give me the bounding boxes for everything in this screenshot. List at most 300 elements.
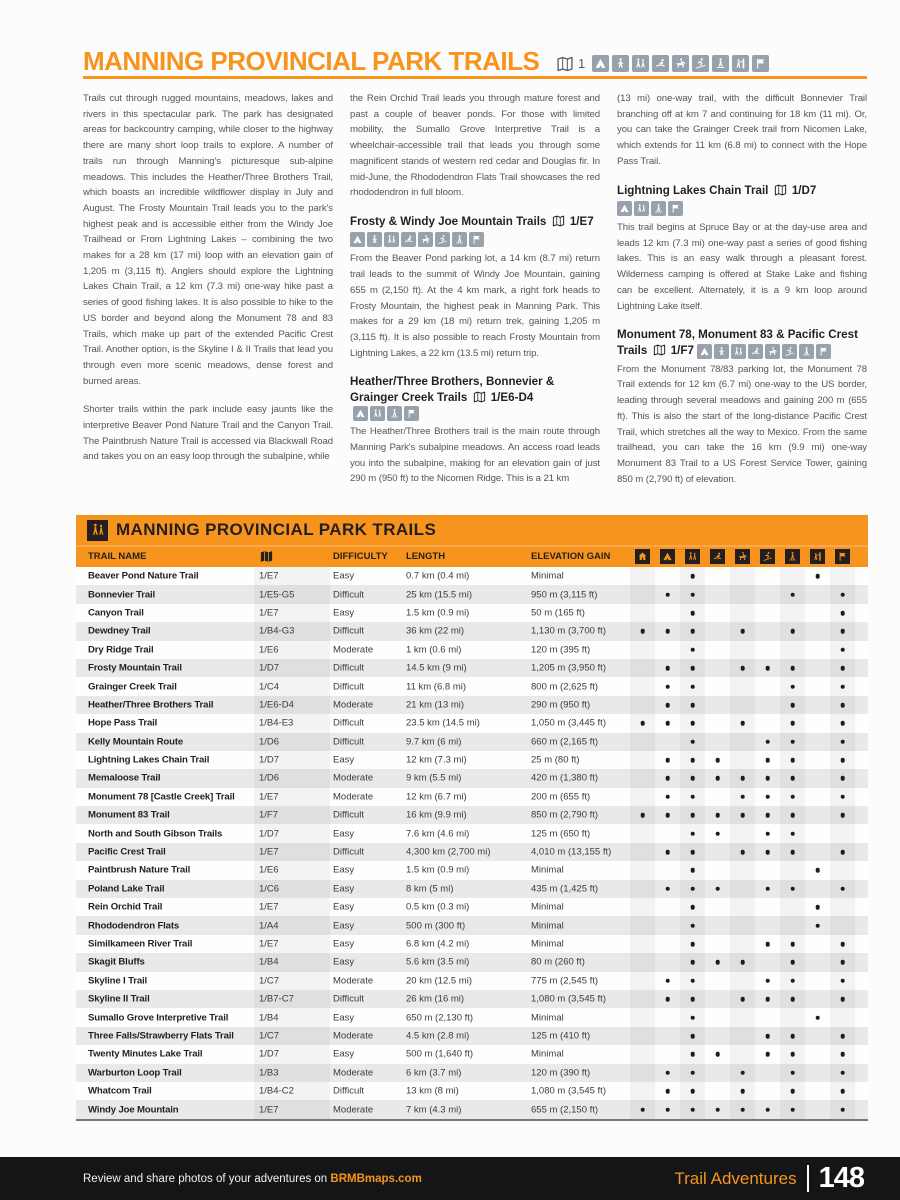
table-rows	[76, 567, 868, 1121]
hiking-icon	[632, 55, 649, 72]
page-footer	[0, 1157, 900, 1200]
activity-dot-hut	[640, 1107, 645, 1112]
horseback-riding-icon	[418, 232, 433, 247]
header-rule	[83, 76, 867, 79]
column-band	[630, 824, 655, 842]
activity-dot-viewpoint	[840, 1052, 845, 1057]
map-icon	[473, 391, 486, 403]
column-band	[730, 916, 755, 934]
activity-dot-snowshoeing	[790, 592, 795, 597]
cell-length: 14.5 km (9 mi)	[406, 662, 467, 674]
activity-dot-hiking	[690, 813, 695, 818]
activity-dot-viewpoint	[840, 592, 845, 597]
cell-map-reference: 1/B4-G3	[259, 625, 295, 637]
activity-dot-cross-country-skiing	[765, 739, 770, 744]
activity-dot-horseback-riding	[740, 629, 745, 634]
col-header-elevation-gain: ELEVATION GAIN	[531, 551, 611, 562]
walking-icon	[714, 344, 729, 359]
activity-dot-viewpoint	[840, 703, 845, 708]
cell-elevation-gain: 950 m (3,115 ft)	[531, 589, 598, 601]
cell-elevation-gain: 775 m (2,545 ft)	[531, 975, 599, 987]
cell-elevation-gain: Minimal	[531, 901, 564, 913]
cell-elevation-gain: 120 m (395 ft)	[531, 644, 591, 656]
cell-map-reference: 1/E7	[259, 938, 279, 950]
horseback-riding-icon	[765, 344, 780, 359]
activity-dot-snowshoeing	[790, 776, 795, 781]
activity-dot-viewpoint	[840, 795, 845, 800]
cell-difficulty: Easy	[333, 570, 355, 582]
activity-dot-viewpoint	[840, 978, 845, 983]
paragraph: (13 mi) one-way trail, with the difficult Bonnevier Trail branching off at km 7 and continuing for 18 km (11 mi). Or, you can take the Grainger Creek trail from Nicomen Lake, which extends for 11 km (6.8 mi) to connect with the Hope Pass Trail.	[617, 93, 867, 167]
column-band	[730, 604, 755, 622]
cell-elevation-gain: 125 m (650 ft)	[531, 828, 591, 840]
cell-length: 12 km (6.7 mi)	[406, 791, 467, 803]
cell-length: 25 km (15.5 mi)	[406, 589, 472, 601]
cell-difficulty: Moderate	[333, 975, 374, 987]
section-activity-icons	[617, 201, 867, 216]
activity-dot-viewpoint	[840, 942, 845, 947]
cell-map-reference: 1/C7	[259, 975, 280, 987]
cell-trail-name: Beaver Pond Nature Trail	[88, 570, 199, 582]
activity-dot-hiking	[690, 942, 695, 947]
activity-dot-camping	[665, 1107, 670, 1112]
column-band	[730, 1027, 755, 1045]
cell-length: 13 km (8 mi)	[406, 1085, 459, 1097]
cell-trail-name: Skagit Bluffs	[88, 956, 145, 968]
footer-divider	[807, 1165, 809, 1192]
cell-elevation-gain: 120 m (390 ft)	[531, 1067, 591, 1079]
sledding-column-icon	[710, 549, 725, 564]
activity-dot-viewpoint	[840, 1034, 845, 1039]
cell-trail-name: Grainger Creek Trail	[88, 681, 177, 693]
activity-dot-hut	[640, 721, 645, 726]
activity-dot-snowshoeing	[790, 887, 795, 892]
activity-dot-snowshoeing	[790, 739, 795, 744]
cell-length: 5.6 km (3.5 mi)	[406, 956, 470, 968]
activity-dot-horseback-riding	[740, 721, 745, 726]
activity-dot-sledding	[715, 887, 720, 892]
cell-map-reference: 1/E6	[259, 864, 279, 876]
cell-elevation-gain: 800 m (2,625 ft)	[531, 681, 599, 693]
trail-table	[76, 515, 868, 1121]
cell-difficulty: Difficult	[333, 662, 364, 674]
cell-difficulty: Difficult	[333, 846, 364, 858]
column-band	[780, 898, 805, 916]
activity-dot-camping	[665, 813, 670, 818]
table-row	[76, 751, 868, 769]
activity-dot-cross-country-skiing	[765, 942, 770, 947]
cell-difficulty: Easy	[333, 828, 355, 840]
cell-length: 7 km (4.3 mi)	[406, 1104, 462, 1116]
activity-dot-hiking	[690, 905, 695, 910]
cell-length: 1.5 km (0.9 mi)	[406, 864, 470, 876]
activity-dot-sledding	[715, 758, 720, 763]
activity-dot-cross-country-skiing	[765, 795, 770, 800]
activity-dot-snowshoeing	[790, 703, 795, 708]
camping-icon	[353, 406, 368, 421]
activity-dot-viewpoint	[840, 739, 845, 744]
cell-trail-name: Skyline II Trail	[88, 993, 150, 1005]
activity-dot-hiking	[690, 850, 695, 855]
column-band	[630, 972, 655, 990]
column-band	[730, 898, 755, 916]
column-band	[630, 880, 655, 898]
cell-difficulty: Moderate	[333, 1067, 374, 1079]
column-band	[630, 1027, 655, 1045]
table-row	[76, 1064, 868, 1082]
cell-length: 11 km (6.8 mi)	[406, 681, 467, 693]
activity-dot-camping	[665, 666, 670, 671]
activity-dot-climbing	[815, 1015, 820, 1020]
cell-difficulty: Easy	[333, 864, 355, 876]
cell-trail-name: Kelly Mountain Route	[88, 736, 184, 748]
activity-dot-hut	[640, 813, 645, 818]
cell-trail-name: Monument 78 [Castle Creek] Trail	[88, 791, 235, 803]
activity-dot-hiking	[690, 831, 695, 836]
table-banner	[76, 515, 868, 545]
cell-difficulty: Easy	[333, 938, 355, 950]
activity-dot-snowshoeing	[790, 960, 795, 965]
column-band	[730, 733, 755, 751]
column-band	[730, 751, 755, 769]
activity-dot-viewpoint	[840, 647, 845, 652]
activity-dot-hiking	[690, 868, 695, 873]
cell-trail-name: Rhododendron Flats	[88, 920, 180, 932]
activity-dot-hiking	[690, 776, 695, 781]
article-column-3	[617, 91, 867, 509]
table-row	[76, 972, 868, 990]
activity-dot-hiking	[690, 997, 695, 1002]
viewpoint-icon	[469, 232, 484, 247]
cell-trail-name: North and South Gibson Trails	[88, 828, 223, 840]
snowshoeing-icon	[799, 344, 814, 359]
table-row	[76, 788, 868, 806]
cell-elevation-gain: 1,205 m (3,950 ft)	[531, 662, 606, 674]
activity-dot-hiking	[690, 629, 695, 634]
column-band	[730, 585, 755, 603]
column-band	[730, 1008, 755, 1026]
column-band	[780, 1008, 805, 1026]
activity-dot-camping	[665, 887, 670, 892]
column-band	[780, 641, 805, 659]
column-band	[730, 880, 755, 898]
column-band	[830, 898, 855, 916]
activity-dot-viewpoint	[840, 813, 845, 818]
cell-length: 4,300 km (2,700 mi)	[406, 846, 491, 858]
activity-dot-hiking	[690, 574, 695, 579]
cross-country-skiing-icon	[692, 55, 709, 72]
walking-icon	[612, 55, 629, 72]
paragraph: Trails cut through rugged mountains, meadows, lakes and rivers in this spectacular park. The park has designated areas for backcountry camping, while closer to the highway there are many short loop trails to explore. A number of trails run through Manning's picturesque sub-alpine meadows. This includes the Heather/Three Brothers Trail, which boasts an incredible wildflower display in July and August. The Frosty Mountain Trail leads you to the park's highest peak and is accessible either from the Windy Joe Trailhead or From Lightning Lakes – combining the two makes for a 28 km (17 mi) loop with an elevation gain of 1,205 m (3,115 ft). Anglers should explore the Lightning Lakes Chain Trail, a 12 km (7.3 mi) one-way hike past a series of good fishing lakes. It is also possible to hike to the US border and beyond along the Monument 78 and 83 Trails, which make up part of the extended Pacific Crest Trail. Another option, is the Skyline I & II Trails that lead you through even more scenic meadows, dense forest and burned areas.	[83, 93, 333, 387]
activity-dot-snowshoeing	[790, 813, 795, 818]
activity-dot-cross-country-skiing	[765, 666, 770, 671]
section-heading	[350, 214, 600, 230]
cell-map-reference: 1/E7	[259, 901, 279, 913]
cell-elevation-gain: 25 m (80 ft)	[531, 754, 580, 766]
cell-elevation-gain: 4,010 m (13,155 ft)	[531, 846, 612, 858]
cell-elevation-gain: Minimal	[531, 920, 564, 932]
activity-dot-hiking	[690, 1034, 695, 1039]
column-band	[630, 953, 655, 971]
map-reference: 1/E6-D4	[487, 390, 534, 404]
activity-dot-climbing	[815, 574, 820, 579]
activity-dot-camping	[665, 1070, 670, 1075]
table-row	[76, 861, 868, 879]
section-activity-icons	[353, 406, 419, 421]
activity-dot-viewpoint	[840, 850, 845, 855]
map-icon	[653, 344, 666, 356]
snowshoeing-icon	[452, 232, 467, 247]
cell-map-reference: 1/C7	[259, 1030, 280, 1042]
cell-trail-name: Rein Orchid Trail	[88, 901, 163, 913]
cell-elevation-gain: Minimal	[531, 864, 564, 876]
activity-dot-hiking	[690, 739, 695, 744]
viewpoint-icon	[404, 406, 419, 421]
activity-dot-horseback-riding	[740, 795, 745, 800]
activity-dot-hiking	[690, 795, 695, 800]
activity-dot-snowshoeing	[790, 850, 795, 855]
activity-dot-hiking	[690, 1015, 695, 1020]
column-band	[780, 861, 805, 879]
column-band	[780, 604, 805, 622]
cell-elevation-gain: 1,080 m (3,545 ft)	[531, 1085, 606, 1097]
hiking-column-icon	[685, 549, 700, 564]
column-band	[730, 696, 755, 714]
activity-dot-sledding	[715, 1052, 720, 1057]
activity-dot-hiking	[690, 923, 695, 928]
activity-dot-horseback-riding	[740, 666, 745, 671]
hiking-icon	[634, 201, 649, 216]
activity-dot-camping	[665, 850, 670, 855]
climbing-icon	[732, 55, 749, 72]
sledding-icon	[652, 55, 669, 72]
climbing-column-icon	[810, 549, 825, 564]
cell-trail-name: Pacific Crest Trail	[88, 846, 166, 858]
section-label: Trail Adventures	[674, 1168, 797, 1188]
cell-difficulty: Easy	[333, 956, 355, 968]
column-band	[730, 1045, 755, 1063]
activity-dot-climbing	[815, 905, 820, 910]
map-icon	[552, 215, 565, 227]
activity-dot-camping	[665, 978, 670, 983]
table-row	[76, 1100, 868, 1118]
cell-length: 26 km (16 mi)	[406, 993, 465, 1005]
cell-map-reference: 1/E7	[259, 791, 279, 803]
cell-length: 0.5 km (0.3 mi)	[406, 901, 470, 913]
activity-dot-snowshoeing	[790, 1089, 795, 1094]
cell-difficulty: Difficult	[333, 717, 364, 729]
activity-dot-viewpoint	[840, 1089, 845, 1094]
activity-dot-horseback-riding	[740, 776, 745, 781]
activity-dot-sledding	[715, 776, 720, 781]
cell-difficulty: Easy	[333, 607, 355, 619]
paragraph: Shorter trails within the park include easy jaunts like the interpretive Beaver Pond Nature Trail and the Canyon Trail. The Paintbrush Nature Trail is accessed via Blackwall Road and takes you on an easy loop through the subalpine, while	[83, 404, 333, 463]
cell-difficulty: Moderate	[333, 791, 374, 803]
activity-dot-cross-country-skiing	[765, 1052, 770, 1057]
activity-dot-snowshoeing	[790, 1034, 795, 1039]
table-row	[76, 1008, 868, 1026]
activity-dot-climbing	[815, 923, 820, 928]
viewpoint-icon	[816, 344, 831, 359]
cell-trail-name: Memaloose Trail	[88, 772, 161, 784]
page-number: 148	[818, 1162, 864, 1194]
activity-dot-hiking	[690, 592, 695, 597]
cell-trail-name: Monument 83 Trail	[88, 809, 170, 821]
activity-dot-snowshoeing	[790, 978, 795, 983]
activity-dot-snowshoeing	[790, 942, 795, 947]
walking-icon	[367, 232, 382, 247]
cell-map-reference: 1/E7	[259, 607, 279, 619]
activity-dot-snowshoeing	[790, 1052, 795, 1057]
column-band	[830, 916, 855, 934]
activity-dot-sledding	[715, 813, 720, 818]
cell-map-reference: 1/D6	[259, 736, 280, 748]
cell-map-reference: 1/E7	[259, 570, 279, 582]
table-row	[76, 806, 868, 824]
cell-trail-name: Sumallo Grove Interpretive Trail	[88, 1012, 229, 1024]
sledding-icon	[401, 232, 416, 247]
activity-dot-cross-country-skiing	[765, 1034, 770, 1039]
activity-dot-camping	[665, 795, 670, 800]
activity-dot-cross-country-skiing	[765, 850, 770, 855]
activity-dot-cross-country-skiing	[765, 813, 770, 818]
cell-difficulty: Moderate	[333, 772, 374, 784]
activity-dot-camping	[665, 629, 670, 634]
page-title: MANNING PROVINCIAL PARK TRAILS	[83, 46, 540, 76]
activity-dot-snowshoeing	[790, 684, 795, 689]
snowshoeing-column-icon	[785, 549, 800, 564]
horseback-riding-icon	[672, 55, 689, 72]
activity-dot-sledding	[715, 1107, 720, 1112]
column-band	[730, 677, 755, 695]
activity-dot-hiking	[690, 960, 695, 965]
activity-dot-cross-country-skiing	[765, 1107, 770, 1112]
cell-trail-name: Warburton Loop Trail	[88, 1067, 182, 1079]
section-heading-text: Monument 78, Monument 83 & Pacific Crest Trails	[617, 328, 858, 357]
cross-country-skiing-column-icon	[760, 549, 775, 564]
activity-dot-viewpoint	[840, 721, 845, 726]
article-text	[83, 91, 867, 509]
cell-elevation-gain: 435 m (1,425 ft)	[531, 883, 599, 895]
cell-elevation-gain: 1,050 m (3,445 ft)	[531, 717, 606, 729]
column-band	[630, 769, 655, 787]
column-band	[780, 916, 805, 934]
section-heading-text: Heather/Three Brothers, Bonnevier & Grainger Creek Trails	[350, 375, 555, 404]
table-row	[76, 990, 868, 1008]
table-row	[76, 696, 868, 714]
activity-dot-horseback-riding	[740, 960, 745, 965]
table-row	[76, 953, 868, 971]
table-row	[76, 604, 868, 622]
horseback-riding-column-icon	[735, 549, 750, 564]
map-reference: 1/D7	[788, 183, 817, 197]
cell-map-reference: 1/B4	[259, 1012, 279, 1024]
activity-dot-sledding	[715, 960, 720, 965]
activity-dot-viewpoint	[840, 629, 845, 634]
cell-length: 500 m (1,640 ft)	[406, 1048, 474, 1060]
cell-difficulty: Difficult	[333, 736, 364, 748]
map-reference: 1/F7	[667, 343, 694, 357]
section-heading-text: Frosty & Windy Joe Mountain Trails	[350, 214, 550, 228]
cell-length: 9.7 km (6 mi)	[406, 736, 462, 748]
cell-trail-name: Dewdney Trail	[88, 625, 151, 637]
cell-map-reference: 1/E5-G5	[259, 589, 295, 601]
activity-dot-viewpoint	[840, 997, 845, 1002]
activity-dot-viewpoint	[840, 684, 845, 689]
map-number: 1	[578, 56, 586, 71]
cell-difficulty: Easy	[333, 1048, 355, 1060]
cell-length: 6.8 km (4.2 mi)	[406, 938, 470, 950]
cell-elevation-gain: 655 m (2,150 ft)	[531, 1104, 599, 1116]
cell-difficulty: Easy	[333, 754, 355, 766]
activity-dot-camping	[665, 997, 670, 1002]
camping-column-icon	[660, 549, 675, 564]
cell-difficulty: Moderate	[333, 1030, 374, 1042]
activity-dot-viewpoint	[840, 758, 845, 763]
column-band	[630, 1082, 655, 1100]
cell-trail-name: Frosty Mountain Trail	[88, 662, 182, 674]
cell-length: 36 km (22 mi)	[406, 625, 465, 637]
cell-length: 12 km (7.3 mi)	[406, 754, 467, 766]
activity-dot-viewpoint	[840, 960, 845, 965]
activity-dot-viewpoint	[840, 611, 845, 616]
column-band	[830, 861, 855, 879]
activity-dot-hiking	[690, 978, 695, 983]
table-row	[76, 1027, 868, 1045]
activity-dot-cross-country-skiing	[765, 997, 770, 1002]
footer-note: Review and share photos of your adventures on BRMBmaps.com	[83, 1172, 422, 1185]
activity-dot-hiking	[690, 1089, 695, 1094]
cell-elevation-gain: Minimal	[531, 938, 564, 950]
cell-trail-name: Paintbrush Nature Trail	[88, 864, 191, 876]
cell-elevation-gain: Minimal	[531, 570, 564, 582]
viewpoint-icon	[668, 201, 683, 216]
cell-length: 1.5 km (0.9 mi)	[406, 607, 470, 619]
column-band	[630, 990, 655, 1008]
activity-dot-snowshoeing	[790, 831, 795, 836]
header-activity-icons	[556, 55, 769, 72]
cell-map-reference: 1/B4	[259, 956, 279, 968]
cell-elevation-gain: Minimal	[531, 1048, 564, 1060]
column-band	[630, 935, 655, 953]
cell-map-reference: 1/F7	[259, 809, 279, 821]
cell-map-reference: 1/B7-C7	[259, 993, 294, 1005]
activity-dot-hiking	[690, 1052, 695, 1057]
section-heading	[350, 374, 600, 421]
activity-dot-horseback-riding	[740, 850, 745, 855]
cell-elevation-gain: 125 m (410 ft)	[531, 1030, 591, 1042]
table-row	[76, 733, 868, 751]
section-activity-icons	[697, 344, 831, 359]
column-band	[730, 861, 755, 879]
cell-map-reference: 1/B3	[259, 1067, 279, 1079]
snowshoeing-icon	[387, 406, 402, 421]
cell-length: 6 km (3.7 mi)	[406, 1067, 462, 1079]
cell-map-reference: 1/D7	[259, 662, 280, 674]
table-row	[76, 824, 868, 842]
cell-map-reference: 1/E6-D4	[259, 699, 294, 711]
cell-difficulty: Difficult	[333, 1085, 364, 1097]
table-row	[76, 714, 868, 732]
column-band	[630, 659, 655, 677]
activity-dot-viewpoint	[840, 666, 845, 671]
cell-difficulty: Difficult	[333, 589, 364, 601]
table-row	[76, 1082, 868, 1100]
column-band	[780, 567, 805, 585]
activity-dot-horseback-riding	[740, 1070, 745, 1075]
paragraph: From the Beaver Pond parking lot, a 14 km (8.7 mi) return trail leads to the summit of Windy Joe Mountain, gaining 655 m (2,150 ft). At the 4 km mark, a right fork heads to Frosty Mountain, the highest peak in Manning Park. This makes for a 29 km (18 mi) return trek, gaining 1,205 m (3,115 ft). It is also possible to reach Frosty Mountain from Lightning Lakes, a 22 km (13.5 mi) return trip.	[350, 253, 600, 359]
activity-dot-hiking	[690, 887, 695, 892]
